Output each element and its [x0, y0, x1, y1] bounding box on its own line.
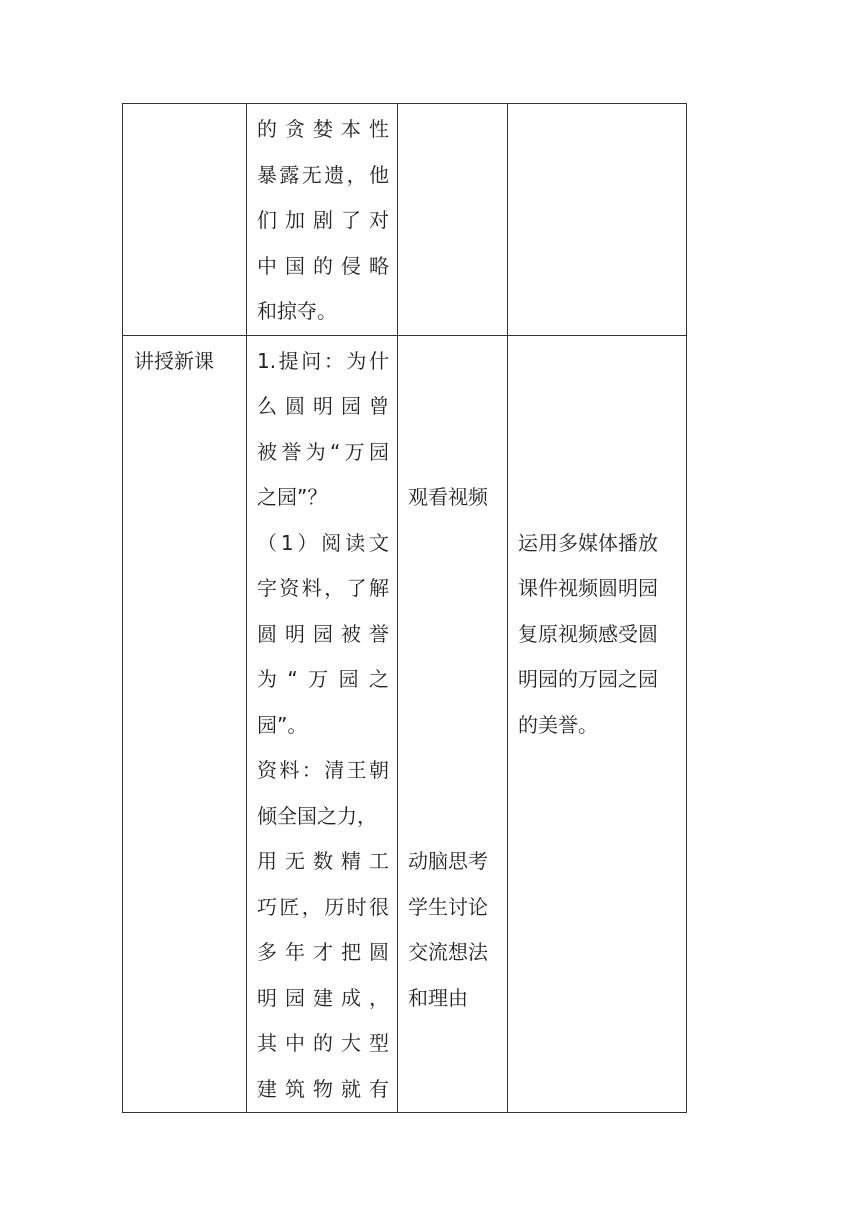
text-line: 倾全国之力， — [257, 803, 377, 828]
text-line: 多年才把圆 — [257, 940, 389, 964]
text-line: 资料：清王朝 — [257, 758, 389, 782]
text-line: 明园的万园之园 — [518, 667, 658, 691]
text-line: 1.提问：为什 — [257, 348, 389, 373]
text-line: 明园建成， — [257, 985, 389, 1010]
stage-label — [123, 107, 246, 153]
design-intent-cell — [508, 335, 687, 1113]
stage-label: 讲授新课 — [134, 348, 214, 373]
text-line: 和理由 — [408, 985, 468, 1010]
text-line: 中国的侵略 — [257, 253, 389, 278]
stage-cell — [123, 335, 247, 1113]
text-line: 的贪婪本性 — [257, 117, 389, 141]
text-line: 园”。 — [257, 712, 308, 737]
text-line: 的美誉。 — [518, 712, 598, 737]
text-line: 动脑思考 — [408, 849, 488, 873]
table-row — [123, 335, 687, 1113]
text-line: 暴露无遗，他 — [257, 162, 389, 187]
text-line: 和掠夺。 — [257, 299, 337, 323]
text-line: 被誉为“万园 — [257, 439, 389, 464]
text-line: 运用多媒体播放 — [518, 530, 658, 555]
text-line: 课件视频圆明园 — [518, 576, 658, 600]
text-line: 巧匠，历时很 — [257, 894, 389, 919]
text-line: 交流想法 — [408, 940, 488, 964]
text-line: 复原视频感受圆 — [518, 621, 658, 646]
text-line: 字资料，了解 — [257, 576, 389, 600]
text-line: 用无数精工 — [257, 849, 389, 873]
table-row — [123, 104, 687, 336]
text-line: 建筑物就有 — [257, 1076, 389, 1101]
student-activity-cell — [398, 104, 508, 336]
text-line: 为“万园之 — [257, 667, 389, 691]
stage-cell — [123, 104, 247, 336]
text-line: 么圆明园曾 — [257, 394, 389, 418]
text-line: 们加剧了对 — [257, 208, 389, 232]
lesson-plan-table — [122, 103, 687, 1113]
text-line: 之园”？ — [257, 485, 328, 509]
teacher-activity-cell — [247, 335, 398, 1113]
text-line: 圆明园被誉 — [257, 621, 389, 646]
text-line: 观看视频 — [408, 485, 488, 509]
design-intent-cell — [508, 104, 687, 336]
text-line: 其中的大型 — [257, 1031, 389, 1055]
text-line: 学生讨论 — [408, 894, 488, 919]
teacher-activity-cell — [247, 104, 398, 336]
student-activity-cell — [398, 335, 508, 1113]
text-line: （1）阅读文 — [257, 530, 389, 555]
